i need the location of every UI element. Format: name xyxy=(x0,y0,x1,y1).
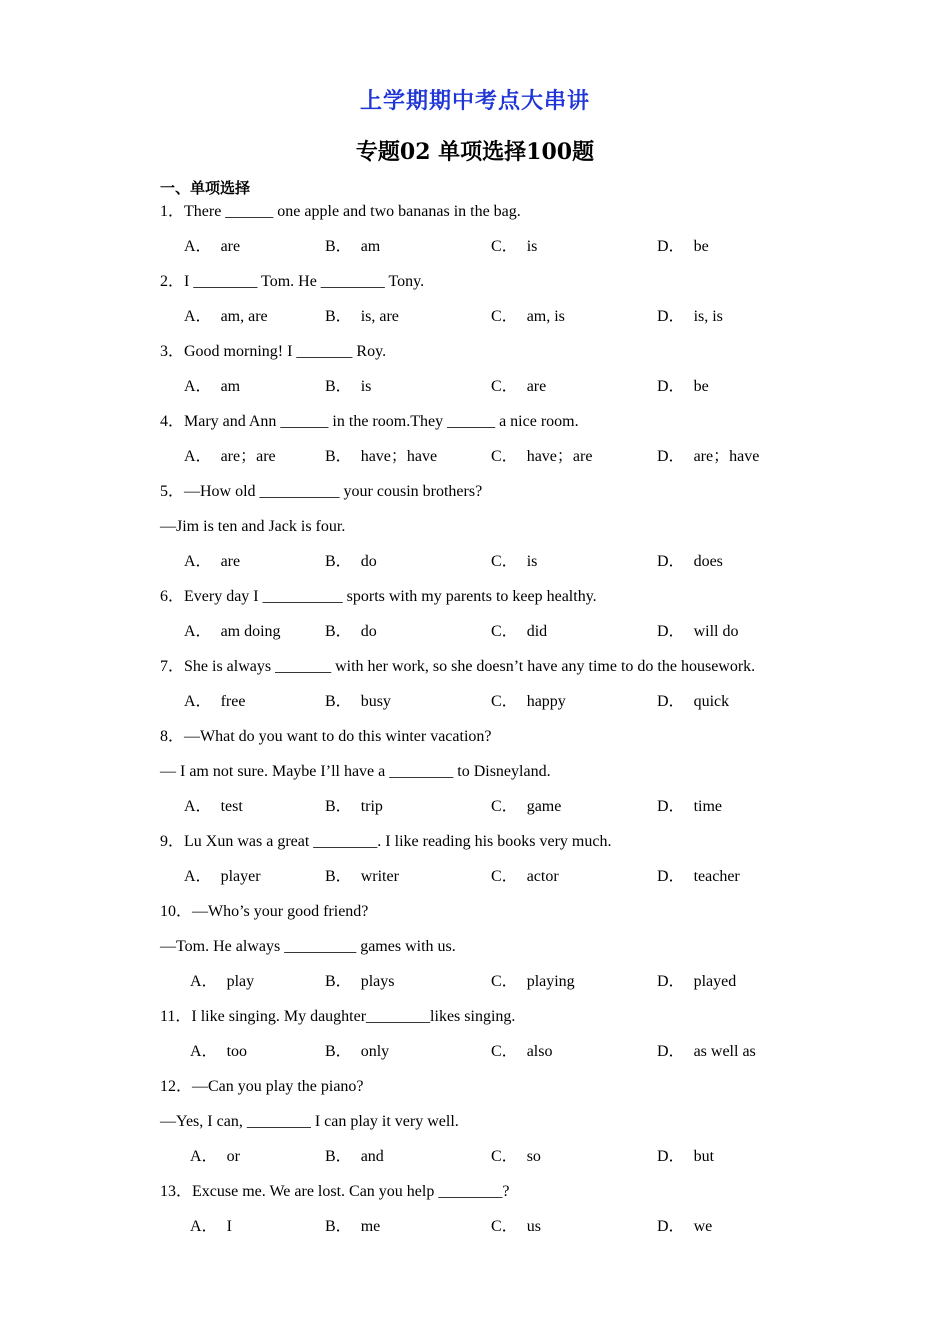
option-a xyxy=(184,796,243,818)
option-letter: A． xyxy=(190,1218,218,1235)
option-d xyxy=(657,621,738,643)
option-text: also xyxy=(526,1043,553,1060)
option-letter: B． xyxy=(325,238,352,255)
option-c xyxy=(491,866,559,888)
question-text: 9．Lu Xun was a great ________. I like reading his books very much. xyxy=(160,833,612,850)
option-d xyxy=(657,236,709,258)
option-d xyxy=(657,1041,756,1063)
option-text: do xyxy=(360,623,377,640)
option-text: us xyxy=(526,1218,541,1235)
option-b xyxy=(325,691,391,713)
option-text: test xyxy=(220,798,243,815)
option-text: actor xyxy=(526,868,559,885)
option-letter: B． xyxy=(325,693,352,710)
option-text: as well as xyxy=(693,1043,756,1060)
option-text: do xyxy=(360,553,377,570)
option-a xyxy=(190,1041,247,1063)
option-b xyxy=(325,866,399,888)
option-c xyxy=(491,1146,541,1168)
option-letter: A． xyxy=(184,623,212,640)
option-letter: D． xyxy=(657,1218,685,1235)
option-a xyxy=(184,446,276,468)
option-d xyxy=(657,551,723,573)
option-text: playing xyxy=(526,973,575,990)
option-c xyxy=(491,551,537,573)
question-text: 8．—What do you want to do this winter vacation? xyxy=(160,728,492,745)
option-b xyxy=(325,236,380,258)
option-c xyxy=(491,446,592,468)
option-text: is xyxy=(526,238,538,255)
option-text: teacher xyxy=(693,868,740,885)
option-a xyxy=(184,866,261,888)
option-text: are；are xyxy=(220,448,276,465)
option-text: writer xyxy=(360,868,399,885)
option-letter: C． xyxy=(491,798,518,815)
option-text: am doing xyxy=(220,623,281,640)
question-text: 4．Mary and Ann ______ in the room.They ______ a nice room. xyxy=(160,413,579,430)
option-a xyxy=(190,1216,232,1238)
question-text: 3．Good morning! I _______ Roy. xyxy=(160,343,387,360)
option-letter: B． xyxy=(325,308,352,325)
option-d xyxy=(657,376,709,398)
option-letter: B． xyxy=(325,448,352,465)
option-b xyxy=(325,551,377,573)
option-b xyxy=(325,1041,389,1063)
option-letter: D． xyxy=(657,448,685,465)
option-d xyxy=(657,306,723,328)
option-letter: C． xyxy=(491,693,518,710)
option-text: am xyxy=(220,378,241,395)
option-text: am xyxy=(360,238,381,255)
option-a xyxy=(190,1146,240,1168)
option-letter: A． xyxy=(184,378,212,395)
option-letter: D． xyxy=(657,798,685,815)
option-text: am, are xyxy=(220,308,268,325)
option-a xyxy=(184,691,245,713)
option-c xyxy=(491,376,546,398)
option-letter: A． xyxy=(190,973,218,990)
option-text: does xyxy=(693,553,723,570)
option-c xyxy=(491,621,547,643)
option-text: game xyxy=(526,798,562,815)
option-letter: C． xyxy=(491,1218,518,1235)
option-letter: C． xyxy=(491,973,518,990)
option-b xyxy=(325,376,371,398)
option-b xyxy=(325,446,437,468)
option-letter: C． xyxy=(491,448,518,465)
option-letter: B． xyxy=(325,798,352,815)
option-letter: B． xyxy=(325,973,352,990)
option-text: play xyxy=(226,973,255,990)
option-text: I xyxy=(226,1218,232,1235)
question-text: 12．—Can you play the piano? xyxy=(160,1078,364,1095)
option-b xyxy=(325,1146,384,1168)
option-c xyxy=(491,1216,541,1238)
option-letter: B． xyxy=(325,1043,352,1060)
option-d xyxy=(657,1146,714,1168)
page-title: 上学期期中考点大串讲 xyxy=(359,89,590,114)
option-d xyxy=(657,1216,712,1238)
question-text: 2．I ________ Tom. He ________ Tony. xyxy=(160,273,425,290)
option-text: am, is xyxy=(526,308,565,325)
option-text: plays xyxy=(360,973,395,990)
option-text: player xyxy=(220,868,261,885)
question-text: 7．She is always _______ with her work, so she doesn’t have any time to do the housework. xyxy=(160,658,756,675)
option-d xyxy=(657,446,759,468)
option-letter: C． xyxy=(491,308,518,325)
option-text: are xyxy=(220,553,241,570)
option-text: will do xyxy=(693,623,739,640)
option-text: but xyxy=(693,1148,715,1165)
option-text: happy xyxy=(526,693,566,710)
question-text: 6．Every day I __________ sports with my parents to keep healthy. xyxy=(160,588,597,605)
option-letter: B． xyxy=(325,868,352,885)
option-text: and xyxy=(360,1148,384,1165)
option-text: free xyxy=(220,693,246,710)
option-letter: A． xyxy=(184,308,212,325)
option-c xyxy=(491,971,575,993)
option-letter: A． xyxy=(184,693,212,710)
option-text: only xyxy=(360,1043,390,1060)
option-letter: A． xyxy=(184,798,212,815)
option-a xyxy=(184,306,268,328)
option-text: played xyxy=(693,973,737,990)
option-b xyxy=(325,621,377,643)
question-text: 5．—How old __________ your cousin brothers? xyxy=(160,483,483,500)
option-c xyxy=(491,1041,552,1063)
option-text: me xyxy=(360,1218,381,1235)
option-letter: D． xyxy=(657,1148,685,1165)
option-text: too xyxy=(226,1043,248,1060)
option-text: are xyxy=(220,238,241,255)
option-d xyxy=(657,796,722,818)
option-text: trip xyxy=(360,798,383,815)
option-a xyxy=(190,971,254,993)
option-text: is xyxy=(526,553,538,570)
option-letter: A． xyxy=(184,448,212,465)
option-d xyxy=(657,971,736,993)
option-b xyxy=(325,796,383,818)
option-b xyxy=(325,306,399,328)
question-dialogue-line: —Jim is ten and Jack is four. xyxy=(160,518,346,535)
option-text: we xyxy=(693,1218,713,1235)
option-b xyxy=(325,1216,380,1238)
option-d xyxy=(657,691,729,713)
option-letter: D． xyxy=(657,868,685,885)
option-text: busy xyxy=(360,693,391,710)
question-text: 1．There ______ one apple and two bananas in the bag. xyxy=(160,203,521,220)
option-b xyxy=(325,971,394,993)
option-text: be xyxy=(693,378,709,395)
option-a xyxy=(184,551,240,573)
option-letter: C． xyxy=(491,868,518,885)
question-dialogue-line: — I am not sure. Maybe I’ll have a ________ to Disneyland. xyxy=(160,763,551,780)
option-letter: A． xyxy=(184,238,212,255)
option-letter: D． xyxy=(657,308,685,325)
option-a xyxy=(184,236,240,258)
option-letter: D． xyxy=(657,973,685,990)
option-c xyxy=(491,691,566,713)
option-text: time xyxy=(693,798,722,815)
question-dialogue-line: —Tom. He always _________ games with us. xyxy=(160,938,456,955)
option-letter: A． xyxy=(184,553,212,570)
option-d xyxy=(657,866,740,888)
option-letter: A． xyxy=(190,1148,218,1165)
option-letter: A． xyxy=(184,868,212,885)
page-subtitle: 专题02 单项选择100题 xyxy=(355,139,595,165)
option-letter: C． xyxy=(491,623,518,640)
option-text: quick xyxy=(693,693,730,710)
option-letter: D． xyxy=(657,693,685,710)
option-text: so xyxy=(526,1148,541,1165)
option-c xyxy=(491,796,561,818)
option-text: did xyxy=(526,623,548,640)
question-text: 10．—Who’s your good friend? xyxy=(160,903,369,920)
option-text: or xyxy=(226,1148,240,1165)
option-letter: D． xyxy=(657,553,685,570)
option-letter: C． xyxy=(491,553,518,570)
option-letter: D． xyxy=(657,378,685,395)
option-letter: B． xyxy=(325,553,352,570)
option-letter: C． xyxy=(491,1148,518,1165)
option-letter: C． xyxy=(491,238,518,255)
option-a xyxy=(184,621,281,643)
question-text: 13．Excuse me. We are lost. Can you help ________? xyxy=(160,1183,510,1200)
option-letter: B． xyxy=(325,623,352,640)
option-text: be xyxy=(693,238,709,255)
option-text: are xyxy=(526,378,547,395)
option-letter: C． xyxy=(491,1043,518,1060)
option-letter: A． xyxy=(190,1043,218,1060)
option-c xyxy=(491,236,537,258)
option-letter: D． xyxy=(657,623,685,640)
option-text: have；are xyxy=(526,448,593,465)
option-text: are；have xyxy=(693,448,760,465)
option-a xyxy=(184,376,240,398)
option-letter: B． xyxy=(325,1218,352,1235)
section-heading: 一、单项选择 xyxy=(160,179,251,197)
option-letter: D． xyxy=(657,1043,685,1060)
option-text: have；have xyxy=(360,448,438,465)
option-text: is xyxy=(360,378,372,395)
question-dialogue-line: —Yes, I can, ________ I can play it very well. xyxy=(160,1113,459,1130)
option-letter: D． xyxy=(657,238,685,255)
option-text: is, is xyxy=(693,308,723,325)
option-letter: B． xyxy=(325,378,352,395)
question-text: 11．I like singing. My daughter________likes singing. xyxy=(160,1008,516,1025)
option-c xyxy=(491,306,565,328)
option-letter: C． xyxy=(491,378,518,395)
option-text: is, are xyxy=(360,308,399,325)
option-letter: B． xyxy=(325,1148,352,1165)
